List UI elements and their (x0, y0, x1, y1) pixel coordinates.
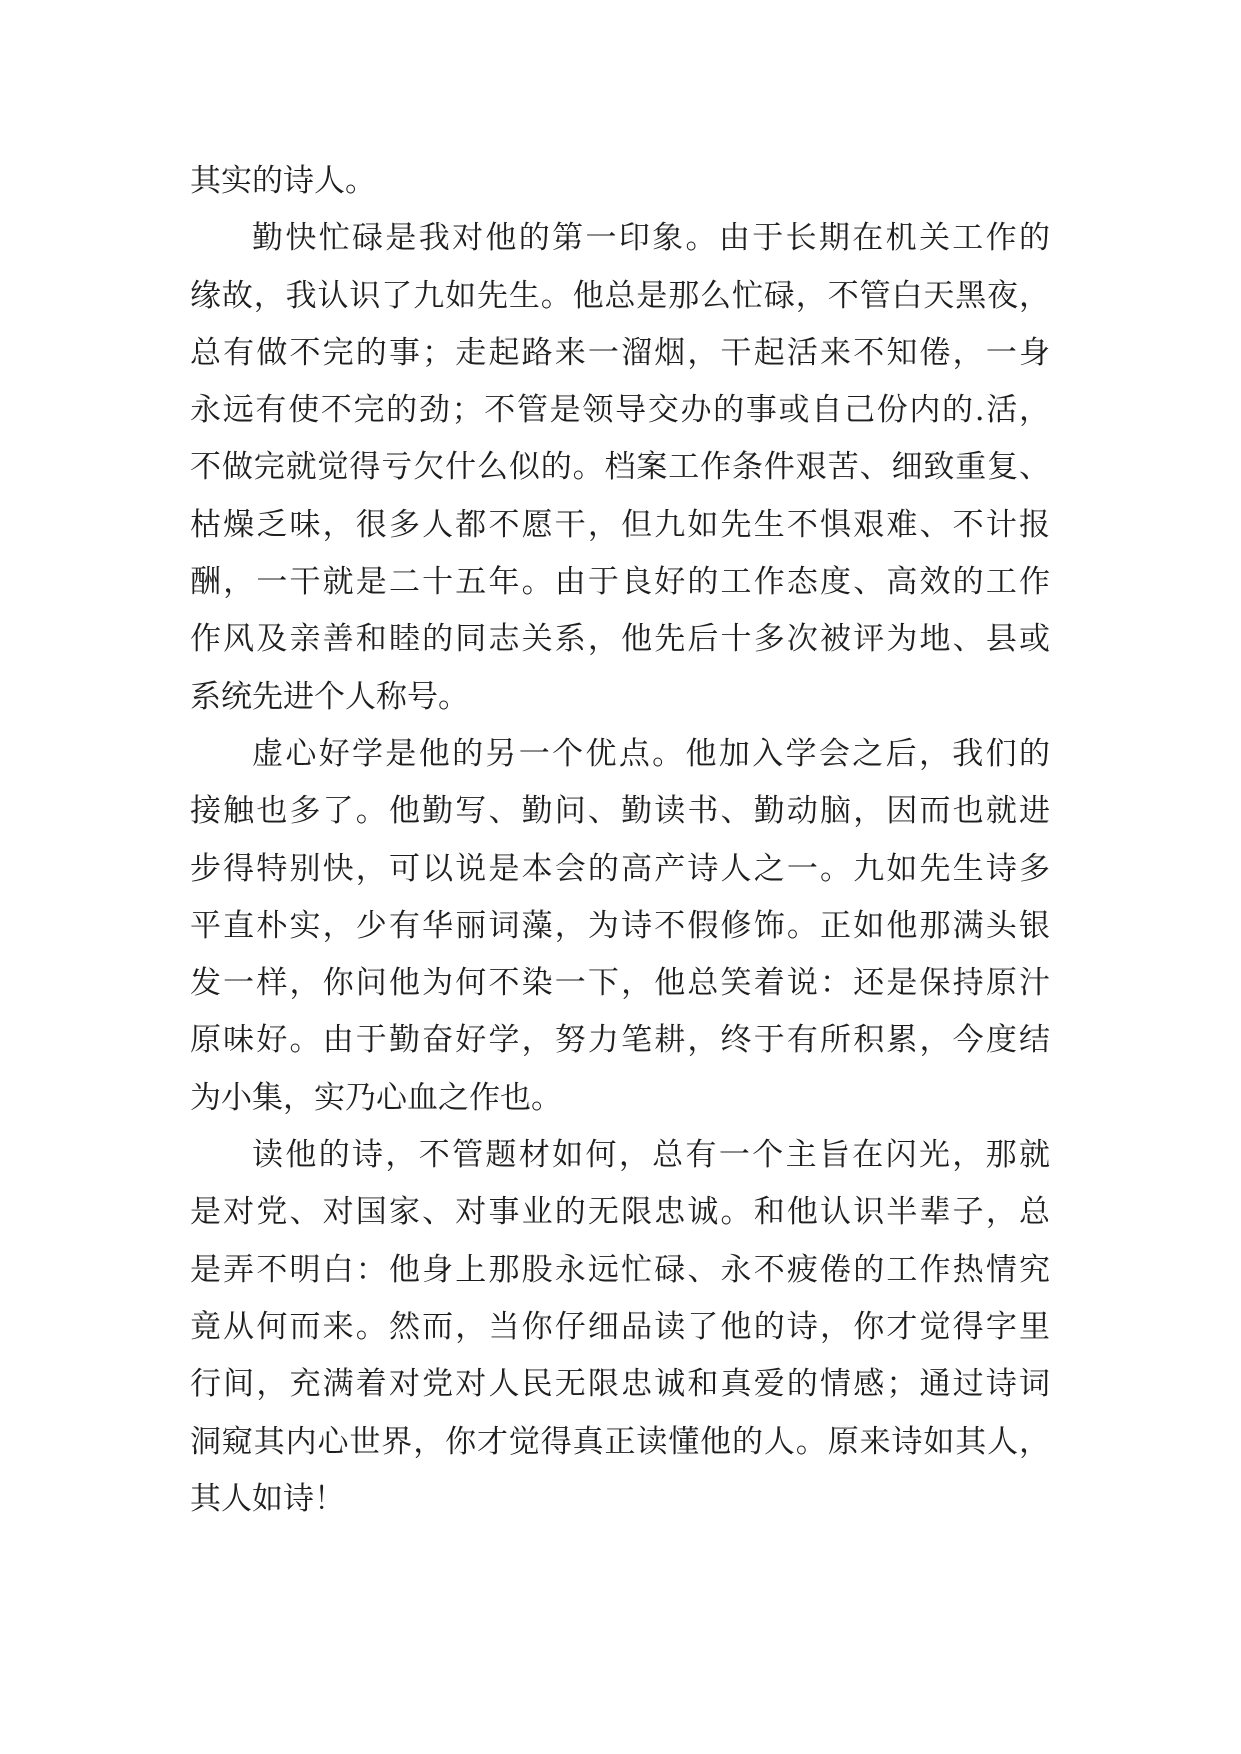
paragraph-line: 缘故，我认识了九如先生。他总是那么忙碌，不管白天黑夜， (190, 277, 1050, 314)
paragraph-line: 洞窥其内心世界，你才觉得真正读懂他的人。原来诗如其人， (190, 1423, 1050, 1460)
paragraph-line: 永远有使不完的劲；不管是领导交办的事或自己份内的.活， (190, 392, 1050, 429)
paragraph-line: 是弄不明白：他身上那股永远忙碌、永不疲倦的工作热情究 (190, 1251, 1050, 1288)
paragraph-line: 竟从何而来。然而，当你仔细品读了他的诗，你才觉得字里 (190, 1308, 1050, 1345)
paragraph-line: 步得特别快，可以说是本会的高产诗人之一。九如先生诗多 (190, 850, 1050, 887)
paragraph-line: 不做完就觉得亏欠什么似的。档案工作条件艰苦、细致重复、 (190, 449, 1050, 486)
paragraph-line: 其实的诗人。 (190, 163, 376, 199)
body-text (190, 153, 1050, 1528)
paragraph-line: 原味好。由于勤奋好学，努力笔耕，终于有所积累，今度结 (190, 1022, 1050, 1059)
paragraph-line: 作风及亲善和睦的同志关系，他先后十多次被评为地、县或 (190, 621, 1050, 658)
paragraph-line: 读他的诗，不管题材如何，总有一个主旨在闪光，那就 (252, 1137, 1050, 1174)
paragraph-line: 其人如诗！ (190, 1480, 345, 1517)
paragraph-line: 勤快忙碌是我对他的第一印象。由于长期在机关工作的 (252, 220, 1050, 257)
paragraph-line: 发一样，你问他为何不染一下，他总笑着说：还是保持原汁 (190, 965, 1050, 1002)
paragraph-line: 平直朴实，少有华丽词藻，为诗不假修饰。正如他那满头银 (190, 907, 1050, 944)
paragraph-line: 系统先进个人称号。 (190, 678, 469, 715)
paragraph-line: 接触也多了。他勤写、勤问、勤读书、勤动脑，因而也就进 (190, 793, 1050, 830)
paragraph-line: 为小集，实乃心血之作也。 (190, 1079, 562, 1116)
paragraph-line: 虚心好学是他的另一个优点。他加入学会之后，我们的 (252, 735, 1050, 772)
paragraph-line: 行间，充满着对党对人民无限忠诚和真爱的情感；通过诗词 (190, 1366, 1050, 1403)
paragraph-line: 是对党、对国家、对事业的无限忠诚。和他认识半辈子，总 (190, 1194, 1050, 1231)
paragraph-line: 总有做不完的事；走起路来一溜烟，干起活来不知倦，一身 (190, 334, 1050, 371)
paragraph-line: 酬，一干就是二十五年。由于良好的工作态度、高效的工作 (190, 564, 1050, 601)
paragraph-line: 枯燥乏味，很多人都不愿干，但九如先生不惧艰难、不计报 (190, 506, 1050, 543)
